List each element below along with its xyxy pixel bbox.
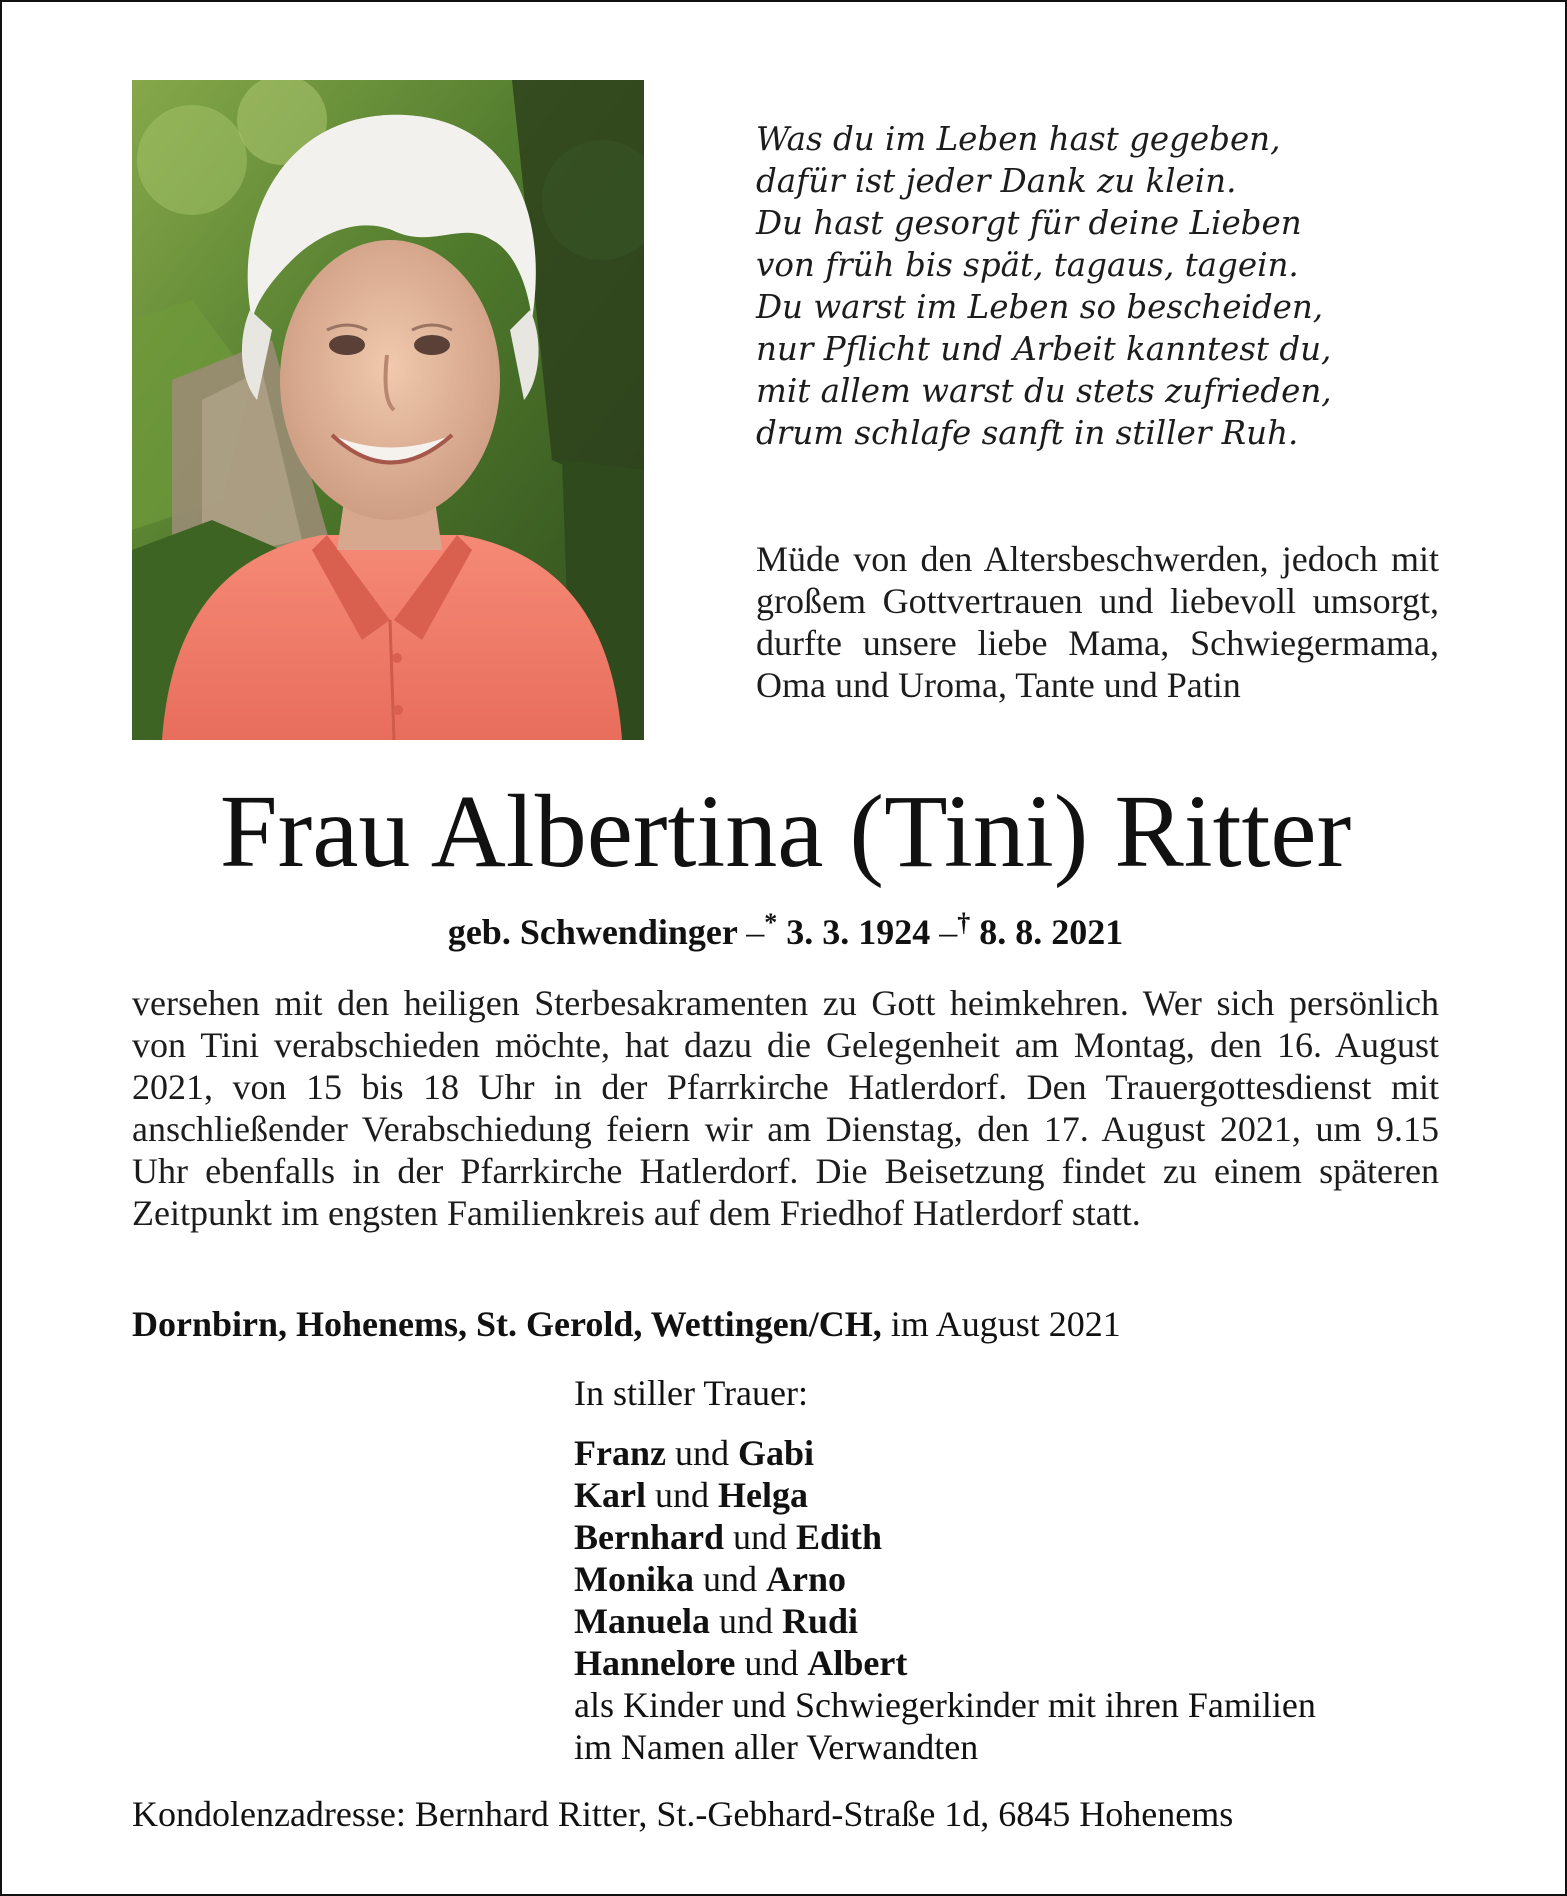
- life-dates: [132, 910, 1439, 954]
- mourner-couple: [574, 1432, 1454, 1474]
- mourner-and: und: [674, 1433, 729, 1473]
- deceased-name: Frau Albertina (Tini) Ritter: [219, 774, 1352, 889]
- mourner-and: und: [719, 1601, 774, 1641]
- mourner-couple: [574, 1516, 1454, 1558]
- mourner-second: Albert: [807, 1643, 908, 1683]
- mourner-first: Manuela: [574, 1601, 711, 1641]
- mourner-first: Monika: [574, 1559, 695, 1599]
- death-symbol: †: [957, 908, 971, 937]
- mourner-second: Helga: [717, 1475, 808, 1515]
- mourner-first: Bernhard: [574, 1517, 725, 1557]
- mourner-and: und: [654, 1475, 709, 1515]
- birth-date: 3. 3. 1924: [786, 912, 931, 952]
- separator-dash: –: [939, 912, 958, 952]
- mourner-couple: [574, 1474, 1454, 1516]
- mourner-and: und: [744, 1643, 799, 1683]
- poem-line: von früh bis spät, tagaus, tagein.: [756, 246, 1299, 284]
- portrait-illustration: [132, 80, 644, 740]
- place-date-line: [132, 1302, 1439, 1346]
- mourners-block: [574, 1372, 1454, 1768]
- birth-name: geb. Schwendinger: [447, 912, 738, 952]
- mourner-and: und: [733, 1517, 788, 1557]
- mourner-couple: [574, 1558, 1454, 1600]
- poem-line: Du hast gesorgt für deine Lieben: [756, 204, 1302, 242]
- separator-dash: –: [746, 912, 765, 952]
- death-date: 8. 8. 2021: [979, 912, 1124, 952]
- funeral-details: versehen mit den heiligen Sterbesakramenten zu Gott heimkehren. Wer sich persönlich von Tini verabschieden möchte, hat dazu die Gelegenheit am Montag, den 16. August 2021, von 15 bis 18 Uhr in der Pfarrkirche Hatlerdorf. Den Trauergottesdienst mit anschließender Verabschiedung feiern wir am Dienstag, den 17. August 2021, um 9.15 Uhr ebenfalls in der Pfarrkirche Hatlerdorf. Die Beisetzung findet zu einem späteren Zeitpunkt im engsten Familienkreis auf dem Friedhof Hatlerdorf statt.: [132, 983, 1439, 1233]
- intro-paragraph: Müde von den Altersbeschwerden, jedoch mit großem Gottvertrauen und liebevoll umsorgt, durfte unsere liebe Mama, Schwiegermama, Oma und Uroma, Tante und Patin: [756, 539, 1439, 705]
- condolence-address: Kondolenzadresse: Bernhard Ritter, St.-Gebhard-Straße 1d, 6845 Hohenems: [132, 1794, 1234, 1834]
- notice-date: im August 2021: [890, 1304, 1121, 1344]
- mourner-first: Hannelore: [574, 1643, 736, 1683]
- mourner-couple: [574, 1642, 1454, 1684]
- mourners-note: im Namen aller Verwandten: [574, 1727, 979, 1767]
- poem-line: drum schlafe sanft in stiller Ruh.: [756, 414, 1299, 452]
- mourners-note: als Kinder und Schwiegerkinder mit ihren Familien: [574, 1685, 1316, 1725]
- mourner-second: Arno: [766, 1559, 847, 1599]
- mourners-heading: In stiller Trauer:: [574, 1373, 808, 1413]
- mourner-second: Rudi: [782, 1601, 859, 1641]
- mourner-couple: [574, 1600, 1454, 1642]
- portrait-photo: [132, 80, 644, 740]
- place-names: Dornbirn, Hohenems, St. Gerold, Wettingen/CH,: [132, 1304, 882, 1344]
- poem-line: dafür ist jeder Dank zu klein.: [756, 162, 1237, 200]
- mourner-and: und: [703, 1559, 758, 1599]
- birth-symbol: *: [764, 908, 778, 937]
- mourner-second: Edith: [796, 1517, 883, 1557]
- mourner-first: Karl: [574, 1475, 646, 1515]
- poem-line: nur Pflicht und Arbeit kanntest du,: [756, 330, 1332, 368]
- poem-line: Du warst im Leben so bescheiden,: [756, 288, 1324, 326]
- mourner-second: Gabi: [737, 1433, 814, 1473]
- poem-line: Was du im Leben hast gegeben,: [756, 120, 1281, 158]
- mourner-first: Franz: [574, 1433, 666, 1473]
- memorial-poem: [756, 118, 1456, 454]
- poem-line: mit allem warst du stets zufrieden,: [756, 372, 1332, 410]
